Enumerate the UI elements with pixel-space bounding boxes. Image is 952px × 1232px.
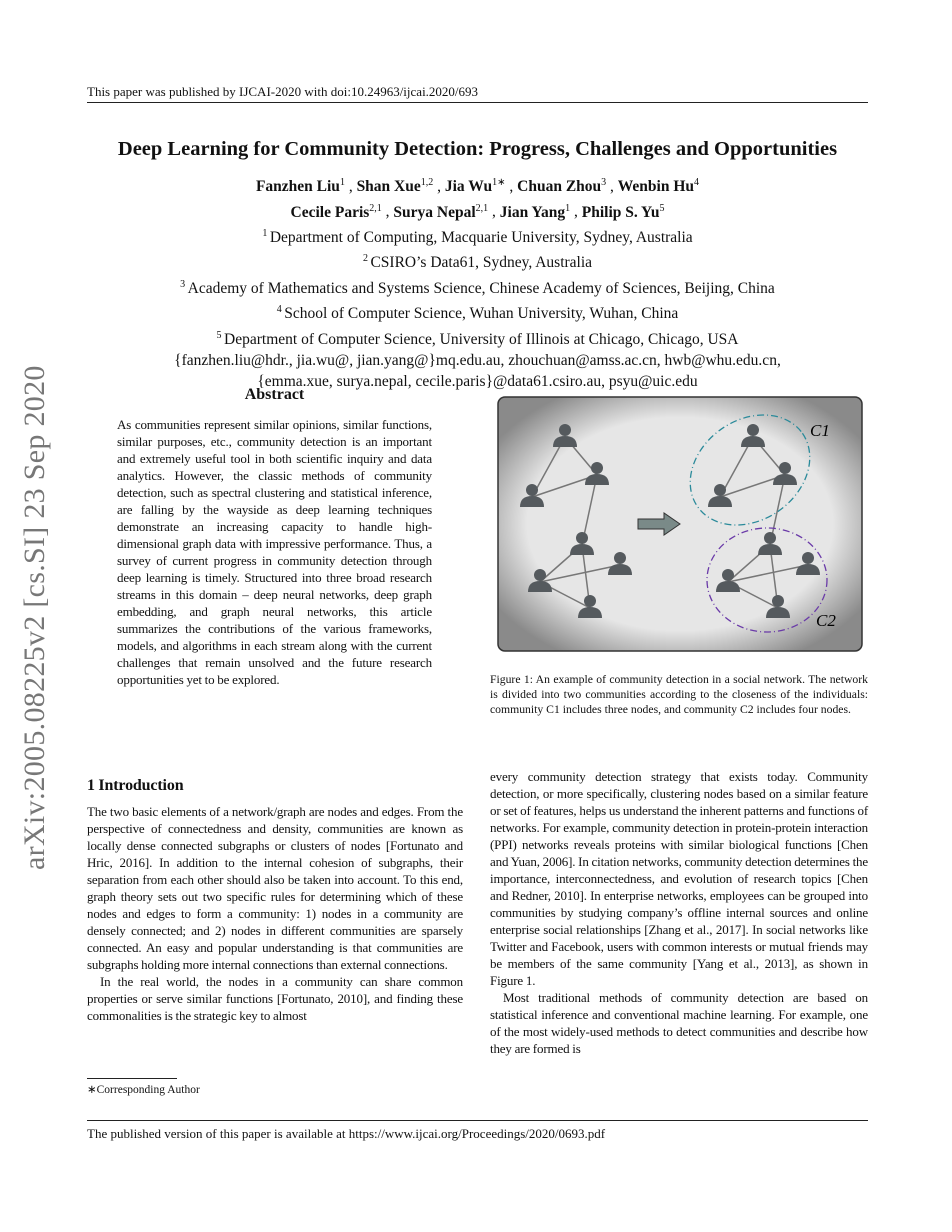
- emails-2: {emma.xue, surya.nepal, cecile.paris}@data61.csiro.au, psyu@uic.edu: [257, 373, 698, 391]
- author-line-2: Cecile Paris$^{2,1}$ , Surya Nepal$^{2,1}$ , Jian Yang$^1$ , Philip S. Yu$^5$: [290, 202, 665, 221]
- author: Jian Yang$^1$: [499, 202, 571, 221]
- figure-caption: Figure 1: An example of community detection in a social network. The network is divided into two communities according to the closeness of the individuals: community C1 includes three nodes, and community C2 includes four nodes.: [490, 673, 868, 716]
- author: Philip S. Yu$^5$: [581, 202, 665, 221]
- label-c2: C2: [816, 611, 836, 630]
- header-rule: [87, 102, 868, 103]
- abstract-heading: Abstract: [244, 386, 305, 403]
- author: Jia $Wu^{1∗}$: [444, 177, 506, 196]
- author-block: [60, 172, 895, 393]
- intro-paragraph-2: In the real world, the nodes in a community can share common properties or serve similar functions [Fortunato, 2010], and finding these commonalities is the strategic key to almost: [87, 974, 463, 1023]
- author-line-1: Fanzhen Liu$^1$ , Shan Xue$^{1,2}$ , Jia $Wu^{1∗}$ , Chuan Zhou$^3$ , Wenbin Hu$^4$: [255, 177, 700, 196]
- running-header: This paper was published by IJCAI-2020 with doi:10.24963/ijcai.2020/693: [87, 84, 479, 99]
- left-column: [87, 777, 463, 1024]
- paper-title: Deep Learning for Community Detection: Progress, Challenges and Opportunities: [117, 138, 838, 160]
- right-column: [490, 768, 868, 1057]
- intro-paragraph-4: Most traditional methods of community detection are based on statistical inference and conventional machine learning. For example, one of the most widely-used methods to detect communities and describe how they are formed is: [490, 990, 868, 1056]
- author: Chuan Zhou$^3$: [517, 177, 607, 196]
- figure-1: [496, 395, 864, 653]
- affiliations: [60, 223, 895, 350]
- author: Wenbin Hu$^4$: [617, 177, 700, 196]
- author: Surya Nepal$^{2,1}$: [393, 202, 489, 221]
- footer-rule: [87, 1120, 868, 1121]
- author: Fanzhen Liu$^1$: [255, 177, 345, 196]
- section-heading: 1 Introduction: [87, 777, 184, 794]
- affiliation: $^3$ Academy of Mathematics and Systems Science, Chinese Academy of Sciences, Beijing, China: [180, 278, 775, 297]
- abstract-text: As communities represent similar opinions, similar functions, similar purposes, etc., community detection is an important and extremely useful tool in both scientific inquiry and data analytics. However, the classic methods of community detection, such as spectral clustering and statistical inference, are falling by the wayside as deep learning techniques demonstrate an increasing capacity to handle high-dimensional graph data with impressive performance. Thus, a survey of current progress in community detection through deep learning is timely. Structured into three broad research streams in this domain – deep neural networks, deep graph embedding, and graph neural networks, this article summarizes the contributions of the various frameworks, models, and algorithms in each stream along with the current challenges that remain unsolved and the future research opportunities yet to be explored.: [117, 417, 432, 687]
- affiliation: $^2$ CSIRO’s Data61, Sydney, Australia: [362, 253, 593, 272]
- emails-1: {fanzhen.liu@hdr., jia.wu@, jian.yang@}mq.edu.au, zhouchuan@amss.ac.cn, hwb@whu.edu.cn,: [174, 352, 781, 370]
- affiliation: $^5$ Department of Computer Science, University of Illinois at Chicago, Chicago, USA: [216, 329, 739, 348]
- footer-note: The published version of this paper is available at https://www.ijcai.org/Proceedings/2020/0693.pdf: [87, 1126, 606, 1141]
- arxiv-identifier: arXiv:2005.08225v2 [cs.SI] 23 Sep 2020: [18, 365, 51, 870]
- footnote: ∗Corresponding Author: [87, 1084, 200, 1096]
- intro-paragraph-1: The two basic elements of a network/graph are nodes and edges. From the perspective of connectedness and density, communities are known as locally dense connected subgraphs or clusters of nodes [Fortunato and Hric, 2016]. In addition to the internal cohesion of subgraphs, their separation from each other should also be taken into account. To this end, graph theory sets out two specific rules for determining which of these nodes and edges to form a community: 1) nodes in a community are densely connected; and 2) nodes in different communities are sparsely connected. An easy and popular understanding is that communities are subgraphs holding more internal connections than external connections.: [87, 804, 463, 972]
- author: Shan Xue$^{1,2}$: [356, 177, 434, 196]
- label-c1: C1: [810, 421, 830, 440]
- intro-paragraph-3: every community detection strategy that exists today. Community detection, or more specifically, clustering nodes based on a similar feature or set of features, helps us understand the inherent patterns and functions of networks. For example, community detection in protein-protein interaction (PPI) networks reveals proteins with similar biological functions [Chen and Yuan, 2006]. In citation networks, community detection determines the importance, interconnectedness, and evolution of research topics [Chen and Redner, 2010]. In enterprise networks, employees can be grouped into communities by studying company’s offline internal sources and online enterprise social relationships [Zhang et al., 2017]. In social networks like Twitter and Facebook, users with common interests or mutual friends may be members of the same community [Yang et al., 2013], as shown in Figure 1.: [490, 769, 868, 988]
- affiliation: $^1$ Department of Computing, Macquarie University, Sydney, Australia: [262, 227, 693, 247]
- author: Cecile Paris$^{2,1}$: [290, 202, 382, 221]
- footnote-rule: [87, 1078, 177, 1079]
- affiliation: $^4$ School of Computer Science, Wuhan University, Wuhan, China: [276, 304, 679, 323]
